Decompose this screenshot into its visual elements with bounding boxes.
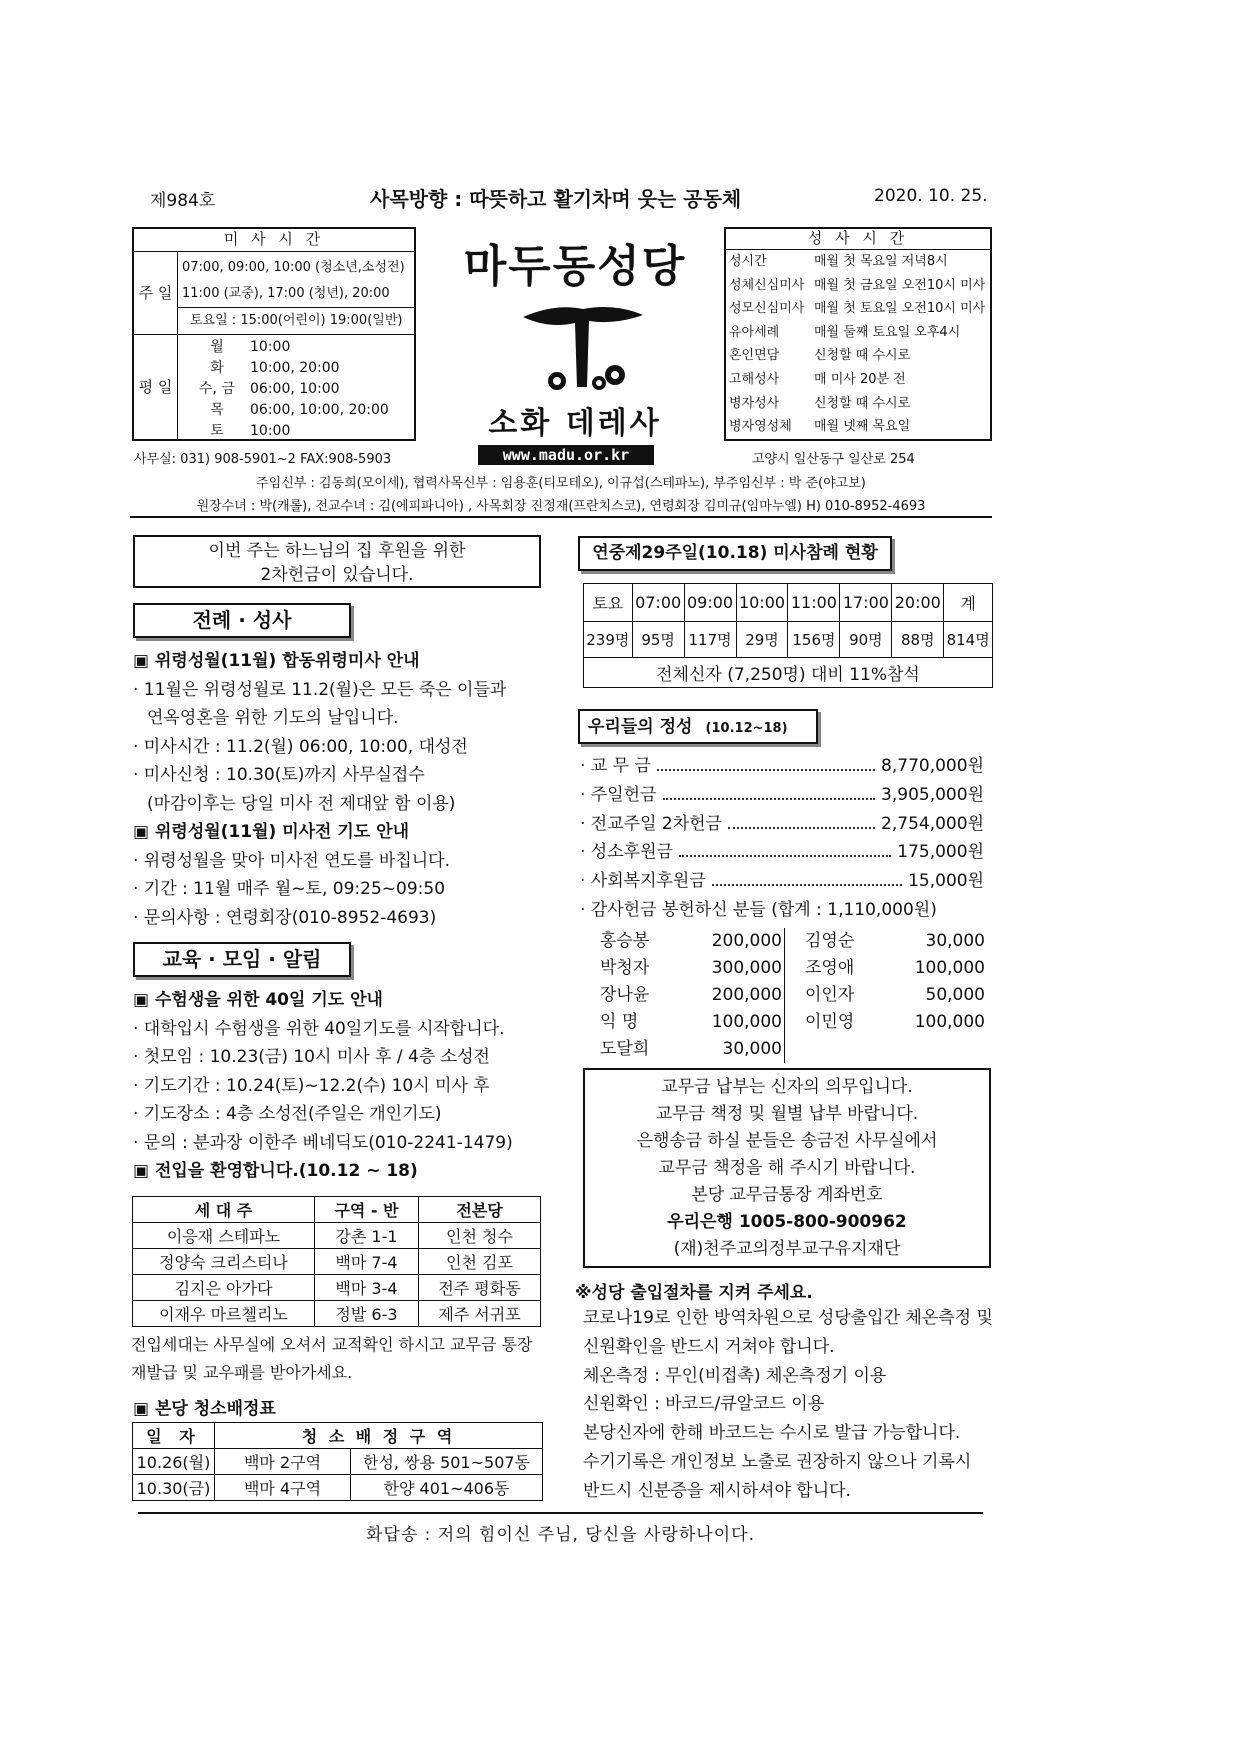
table-row	[133, 1223, 541, 1249]
offering-amount: 2,754,000원	[881, 813, 984, 834]
covid-line: 신원확인을 반드시 거쳐야 합니다.	[583, 1336, 835, 1357]
offering-label: · 사회복지후원금	[580, 871, 706, 892]
footer-divider	[138, 1512, 983, 1514]
sacrament-time: 매 미사 20분 전	[814, 371, 906, 387]
donor-name: 익 명	[600, 1012, 639, 1032]
column-header: 토요	[584, 584, 633, 622]
donor-amount: 200,000	[711, 985, 782, 1005]
table-cell: 제주 서귀포	[419, 1301, 541, 1327]
covid-line: 코로나19로 인한 방역차원으로 성당출입간 체온측정 및	[583, 1308, 993, 1328]
item-line: (마감이후는 당일 미사 전 제대앞 함 이용)	[147, 793, 456, 814]
weekday-day: 월	[210, 339, 224, 355]
table-cell: 전주 평화동	[419, 1275, 541, 1301]
table-cell: 인천 김포	[419, 1249, 541, 1275]
sunday-label: 주 일	[134, 252, 178, 335]
staff-line: 원장수녀 : 박(캐롤), 전교수녀 : 김(에피파니아) , 사목회장 진정재(프란치스코), 연령회장 김미규(임마누엘) H) 010-8952-4693	[196, 499, 926, 514]
clergy-line: 주임신부 : 김동희(모이세), 협력사목신부 : 임용훈(티모테오), 이규섭(스테파노), 부주임신부 : 박 준(야고보)	[256, 476, 866, 491]
header-divider	[130, 516, 992, 518]
table-row	[133, 1475, 543, 1501]
patron-saint: 소화 데레사	[488, 406, 662, 441]
offering-row	[580, 838, 984, 867]
table-cell: 90명	[840, 622, 892, 658]
sacrament-time: 매월 넷째 목요일	[814, 419, 911, 435]
sacrament-name: 혼인면담	[729, 348, 780, 364]
sacrament-times-title: 성 사 시 간	[726, 229, 990, 250]
sunday-section	[134, 252, 414, 335]
table-cell: 인천 청수	[419, 1223, 541, 1249]
sacrament-name: 성모신심미사	[729, 301, 805, 317]
table-row	[133, 1249, 541, 1275]
donor-row	[805, 982, 985, 1009]
education-heading: 교육 · 모임 · 알림	[133, 942, 351, 977]
website-link[interactable]: www.madu.or.kr	[478, 445, 654, 465]
liturgy-section	[133, 647, 553, 932]
sacrament-time: 매월 첫 목요일 저녁8시	[814, 254, 948, 269]
sacrament-name: 병자성사	[729, 395, 780, 411]
donors-left	[600, 928, 785, 1063]
sacrament-time: 매월 첫 토요일 오전10시 미사	[814, 301, 986, 317]
cross-logo-icon	[515, 295, 650, 405]
saturday-line: 토요일 : 15:00(어린이) 19:00(일반)	[178, 307, 414, 334]
second-collection-notice	[133, 535, 541, 588]
table-cell: 한성, 쌍용 501~507동	[351, 1449, 543, 1475]
notice-line: 이번 주는 하느님의 집 후원을 위한	[208, 541, 466, 561]
donor-row	[600, 1036, 784, 1063]
donor-row	[600, 982, 784, 1009]
offering-label: · 주일헌금	[580, 784, 657, 805]
donors-right	[805, 928, 985, 1036]
offering-amount: 3,905,000원	[881, 784, 984, 805]
sunday-line-2: 11:00 (교중), 17:00 (청년), 20:00	[182, 286, 390, 301]
weekday-section	[134, 335, 414, 439]
covid-line: 반드시 신분증을 제시하셔야 합니다.	[583, 1480, 851, 1501]
donor-amount: 50,000	[925, 985, 985, 1005]
sunday-line-1: 07:00, 09:00, 10:00 (청소년,소성전)	[182, 260, 405, 275]
item-line: · 문의사항 : 연령회장(010-8952-4693)	[133, 907, 437, 928]
liturgy-heading: 전례 · 성사	[133, 603, 351, 638]
table-row	[584, 622, 993, 658]
sacrament-time: 신청할 때 수시로	[814, 348, 911, 364]
covid-line: 본당신자에 한해 바코드는 수시로 발급 가능합니다.	[583, 1423, 961, 1444]
sacrament-time: 매월 첫 금요일 오전10시 미사	[814, 277, 986, 293]
offering-row	[580, 781, 984, 810]
weekday-time: 06:00, 10:00	[250, 381, 340, 397]
table-cell: 29명	[736, 622, 788, 658]
pastoral-motto: 사목방향 : 따뜻하고 활기차며 웃는 공동체	[370, 187, 742, 211]
table-cell: 10.30(금)	[133, 1475, 215, 1501]
covid-line: 수기기록은 개인정보 노출로 권장하지 않으나 기록시	[583, 1451, 972, 1472]
donor-row	[805, 928, 985, 955]
offering-label: · 성소후원금	[580, 842, 673, 863]
weekday-day: 목	[210, 402, 224, 418]
table-header-row	[584, 584, 993, 622]
cleaning-table	[132, 1422, 543, 1501]
item-title: ▣ 수험생을 위한 40일 기도 안내	[133, 990, 383, 1010]
weekday-label: 평 일	[134, 335, 178, 439]
weekday-day: 화	[210, 360, 224, 376]
column-header: 청 소 배 정 구 역	[215, 1423, 543, 1449]
item-line: · 미사시간 : 11.2(월) 06:00, 10:00, 대성전	[133, 736, 468, 757]
tithe-line: 본당 교무금통장 계좌번호	[691, 1185, 883, 1205]
offering-label: · 교 무 금	[580, 756, 651, 776]
offerings-heading-box	[578, 709, 818, 744]
item-title: ▣ 위령성월(11월) 미사전 기도 안내	[133, 822, 409, 842]
table-cell: 정양숙 크리스티나	[133, 1249, 315, 1275]
tithe-line: 교무금 책정 및 월별 납부 바랍니다.	[655, 1104, 919, 1124]
table-cell: 814명	[944, 622, 993, 658]
offering-amount: 15,000원	[908, 871, 984, 892]
donor-name: 이민영	[805, 1012, 855, 1032]
donor-name: 박청자	[600, 958, 650, 978]
weekday-day: 수, 금	[199, 381, 235, 397]
column-header: 20:00	[892, 584, 944, 622]
offerings-heading: 우리들의 정성	[588, 717, 693, 737]
donor-name: 도달희	[600, 1039, 650, 1059]
sacrament-list	[726, 250, 990, 439]
donor-row	[805, 955, 985, 982]
issue-number: 제984호	[150, 191, 216, 211]
item-line: · 기도장소 : 4층 소성전(주일은 개인기도)	[133, 1104, 442, 1124]
table-cell: 이응재 스테파노	[133, 1223, 315, 1249]
newcomers-table	[132, 1196, 541, 1327]
table-row	[133, 1301, 541, 1327]
donor-amount: 200,000	[711, 931, 782, 951]
covid-line: 신원확인 : 바코드/큐알코드 이용	[583, 1394, 825, 1415]
column-header: 09:00	[684, 584, 736, 622]
covid-line: 체온측정 : 무인(비접촉) 체온측정기 이용	[583, 1365, 887, 1386]
offering-row	[580, 867, 984, 896]
weekday-time: 10:00	[250, 339, 291, 355]
table-cell: 김지은 아가다	[133, 1275, 315, 1301]
column-header: 전본당	[419, 1197, 541, 1223]
attendance-heading: 연중제29주일(10.18) 미사참례 현황	[578, 536, 892, 571]
table-cell: 백마 7-4	[315, 1249, 419, 1275]
offering-row	[580, 810, 984, 839]
covid-notice	[583, 1304, 993, 1506]
weekday-time: 10:00, 20:00	[250, 360, 340, 376]
offering-label: · 전교주일 2차헌금	[580, 813, 722, 834]
responsorial-psalm: 화답송 : 저의 힘이신 주님, 당신을 사랑하나이다.	[366, 1525, 755, 1545]
table-row	[584, 658, 993, 688]
office-contact: 사무실: 031) 908-5901~2 FAX:908-5903	[134, 452, 392, 467]
item-line: · 미사신청 : 10.30(토)까지 사무실접수	[133, 765, 425, 785]
donor-row	[600, 1009, 784, 1036]
table-cell: 156명	[788, 622, 840, 658]
education-section	[133, 986, 563, 1186]
newcomers-title: ▣ 전입을 환영합니다.(10.12 ~ 18)	[133, 1161, 418, 1181]
item-line: · 기간 : 11월 매주 월~토, 09:25~09:50	[133, 879, 446, 899]
note-line: 재발급 및 교우패를 받아가세요.	[131, 1363, 353, 1382]
church-address: 고양시 일산동구 일산로 254	[752, 452, 915, 467]
newcomers-note	[131, 1331, 551, 1387]
cleaning-title: ▣ 본당 청소배정표	[133, 1399, 276, 1419]
item-line: · 11월은 위령성월로 11.2(월)은 모든 죽은 이들과	[133, 679, 507, 700]
sacrament-times-box	[724, 227, 992, 441]
table-cell: 10.26(월)	[133, 1449, 215, 1475]
weekday-time: 10:00	[250, 423, 291, 439]
donor-amount: 100,000	[914, 1012, 985, 1032]
table-cell: 이재우 마르첼리노	[133, 1301, 315, 1327]
item-line: · 첫모임 : 10.23(금) 10시 미사 후 / 4층 소성전	[133, 1047, 490, 1067]
weekday-list	[184, 337, 414, 442]
table-cell: 88명	[892, 622, 944, 658]
attendance-summary: 전체신자 (7,250명) 대비 11%참석	[584, 658, 993, 688]
donor-name: 이인자	[805, 985, 855, 1005]
weekday-time: 06:00, 10:00, 20:00	[250, 402, 389, 418]
item-line: 연옥영혼을 위한 기도의 날입니다.	[147, 708, 399, 728]
issue-date: 2020. 10. 25.	[874, 186, 988, 206]
donor-amount: 300,000	[711, 958, 782, 978]
donor-name: 장나윤	[600, 985, 650, 1005]
tithe-line: 은행송금 하실 분들은 송금전 사무실에서	[636, 1131, 938, 1151]
sacrament-name: 성체신심미사	[729, 277, 805, 293]
item-line: · 기도기간 : 10.24(토)~12.2(수) 10시 미사 후	[133, 1075, 490, 1096]
tithe-notice-box	[583, 1068, 991, 1268]
donor-row	[805, 1009, 985, 1036]
item-line: · 위령성월을 맞아 미사전 연도를 바칩니다.	[133, 850, 451, 871]
table-row	[133, 1449, 543, 1475]
donor-row	[600, 928, 784, 955]
column-header: 10:00	[736, 584, 788, 622]
sacrament-time: 매월 둘째 토요일 오후4시	[814, 324, 961, 340]
column-header: 계	[944, 584, 993, 622]
table-cell: 강촌 1-1	[315, 1223, 419, 1249]
table-cell: 정발 6-3	[315, 1301, 419, 1327]
table-row	[133, 1275, 541, 1301]
column-header: 11:00	[788, 584, 840, 622]
sacrament-name: 병자영성체	[729, 419, 792, 435]
donor-name: 김영순	[805, 931, 855, 951]
table-cell: 239명	[584, 622, 633, 658]
donor-name: 조영애	[805, 958, 855, 978]
tithe-line: 교무금 납부는 신자의 의무입니다.	[661, 1077, 913, 1097]
column-header: 07:00	[632, 584, 684, 622]
offering-amount: 175,000원	[897, 842, 984, 863]
offerings-period: (10.12~18)	[705, 721, 788, 736]
table-cell: 백마 3-4	[315, 1275, 419, 1301]
table-cell: 117명	[684, 622, 736, 658]
donor-amount: 100,000	[711, 1012, 782, 1032]
mass-times-title: 미 사 시 간	[134, 229, 414, 252]
sacrament-name: 고해성사	[729, 371, 780, 387]
column-header: 일 자	[133, 1423, 215, 1449]
table-cell: 백마 2구역	[215, 1449, 351, 1475]
table-cell: 백마 4구역	[215, 1475, 351, 1501]
account-holder: (재)천주교의정부교구유지재단	[673, 1239, 901, 1259]
bank-account: 우리은행 1005-800-900962	[667, 1212, 907, 1232]
donor-row	[600, 955, 784, 982]
offerings-list	[580, 752, 984, 925]
column-header: 세 대 주	[133, 1197, 315, 1223]
notice-line: 2차헌금이 있습니다.	[260, 565, 414, 585]
attendance-table	[583, 583, 993, 688]
church-name: 마두동성당	[463, 241, 687, 292]
covid-title: ※성당 출입절차를 지켜 주세요.	[575, 1283, 813, 1303]
offering-row	[580, 752, 984, 781]
weekday-day: 토	[210, 423, 224, 439]
table-header-row	[133, 1423, 543, 1449]
donor-amount: 100,000	[914, 958, 985, 978]
sacrament-name: 성시간	[729, 254, 767, 269]
item-title: ▣ 위령성월(11월) 합동위령미사 안내	[133, 651, 420, 671]
offering-amount: 8,770,000원	[881, 756, 984, 776]
note-line: 전입세대는 사무실에 오셔서 교적확인 하시고 교무금 통장	[131, 1335, 533, 1354]
table-header-row	[133, 1197, 541, 1223]
thanks-title: · 감사헌금 봉헌하신 분들 (합계 : 1,110,000원)	[580, 899, 937, 920]
table-cell: 95명	[632, 622, 684, 658]
item-line: · 문의 : 분과장 이한주 베네딕도(010-2241-1479)	[133, 1132, 513, 1153]
item-line: · 대학입시 수험생을 위한 40일기도를 시작합니다.	[133, 1018, 505, 1039]
sacrament-time: 신청할 때 수시로	[814, 395, 911, 411]
sacrament-name: 유아세례	[729, 324, 780, 340]
table-cell: 한양 401~406동	[351, 1475, 543, 1501]
column-header: 17:00	[840, 584, 892, 622]
donor-amount: 30,000	[722, 1039, 782, 1059]
column-header: 구역 - 반	[315, 1197, 419, 1223]
donor-amount: 30,000	[925, 931, 985, 951]
donor-name: 홍승봉	[600, 931, 650, 951]
mass-times-box	[132, 227, 416, 441]
tithe-line: 교무금 책정을 해 주시기 바랍니다.	[658, 1158, 916, 1178]
